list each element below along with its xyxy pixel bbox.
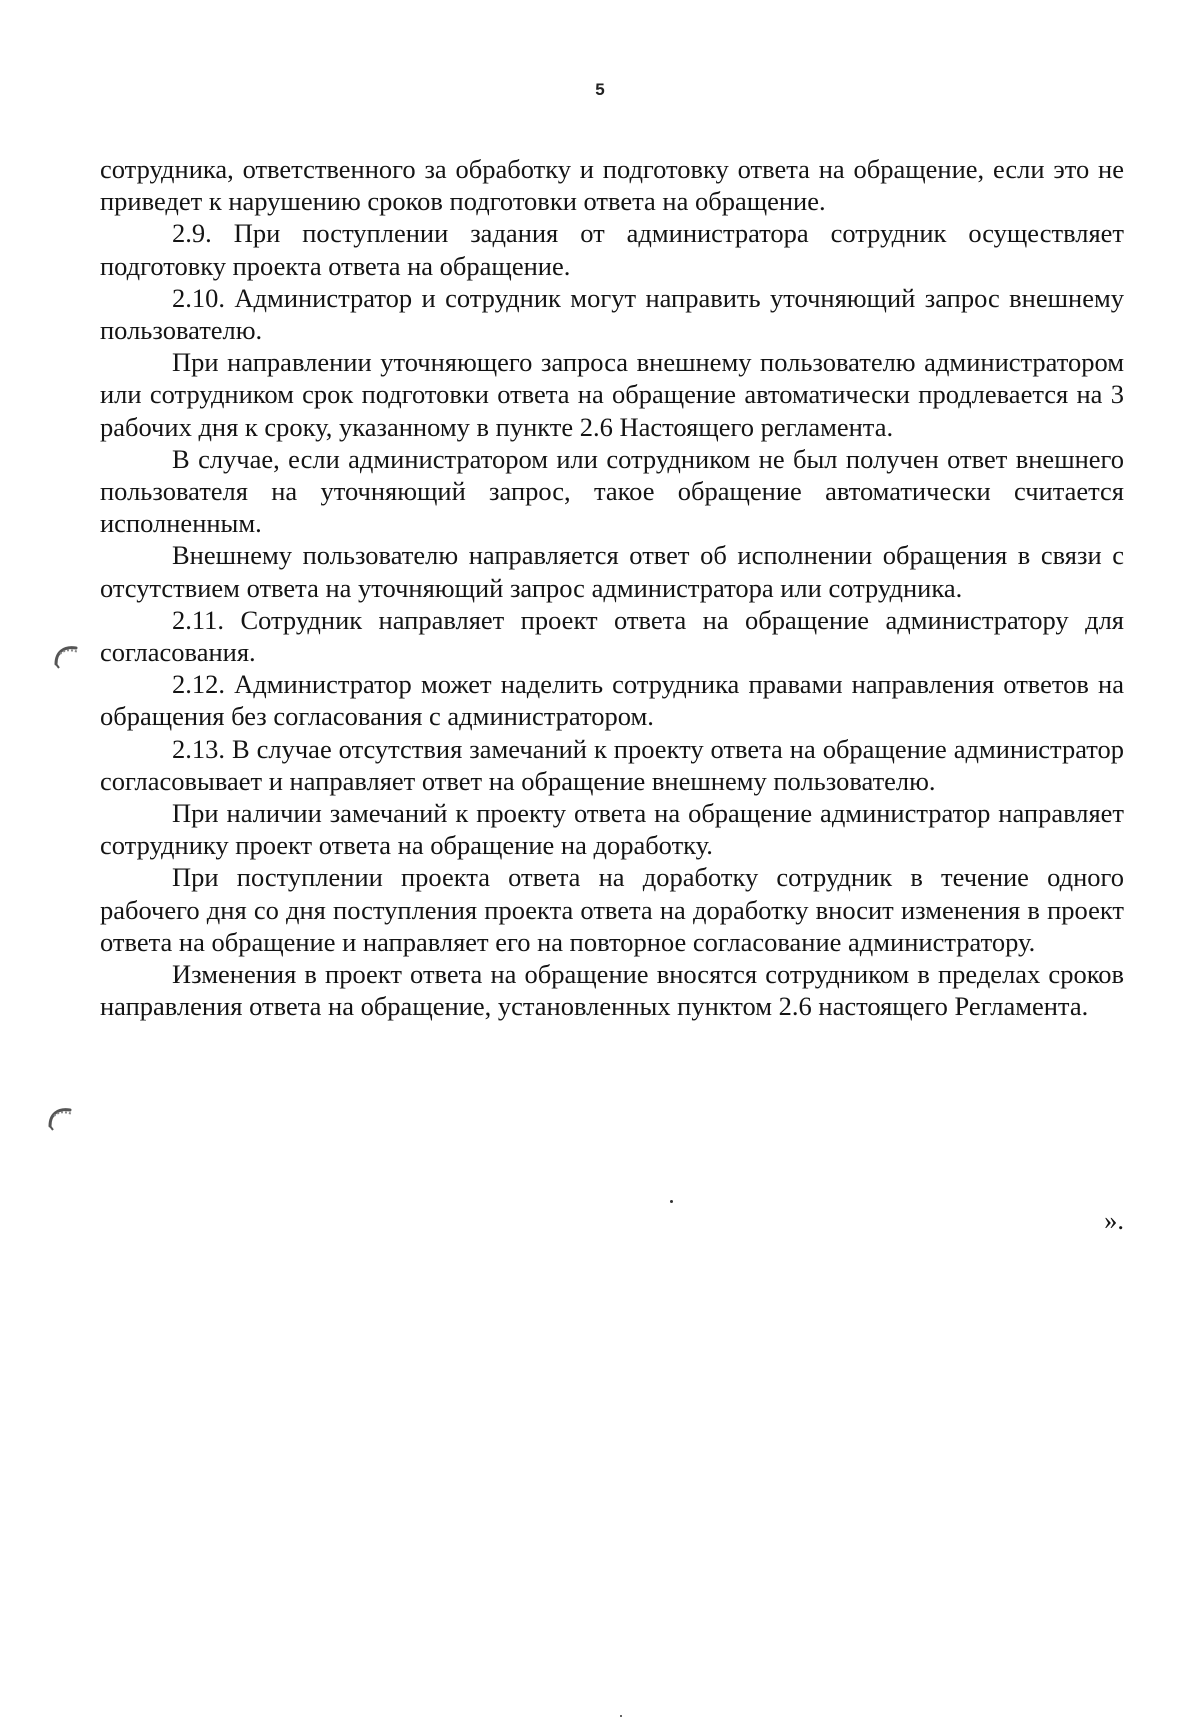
paragraph: При направлении уточняющего запроса внешнему пользователю администратором или сотрудником срок подготовки ответа на обращение автоматически продлевается на 3 рабочих дня к сроку, указанному в пункте 2.6 Настоящего регламента. — [100, 347, 1124, 442]
scan-speck — [670, 1200, 673, 1203]
paragraph: При поступлении проекта ответа на доработку сотрудник в течение одного рабочего дня со дня поступления проекта ответа на доработку вносит изменения в проект ответа на обращение и направляет его на повторное согласование администратору. — [100, 862, 1124, 957]
scan-speck — [620, 1715, 622, 1717]
closing-quote-mark: ». — [1104, 1205, 1124, 1235]
paragraph: При наличии замечаний к проекту ответа на обращение администратор направляет сотруднику проект ответа на обращение на доработку. — [100, 798, 1124, 861]
paragraph-2-11: 2.11. Сотрудник направляет проект ответа на обращение администратору для согласования. — [100, 604, 1124, 668]
paragraph: сотрудника, ответственного за обработку и подготовку ответа на обращение, если это не приведет к нарушению сроков подготовки ответа на обращение. — [100, 154, 1124, 217]
paragraph: Внешнему пользователю направляется ответ об исполнении обращения в связи с отсутствием ответа на уточняющий запрос администратора или сотрудника. — [100, 540, 1124, 603]
page-number: 5 — [595, 80, 605, 99]
paragraph: Изменения в проект ответа на обращение вносятся сотрудником в пределах сроков направления ответа на обращение, установленных пунктом 2.6 настоящего Регламента. — [100, 959, 1124, 1022]
paragraph: В случае, если администратором или сотрудником не был получен ответ внешнего пользователя на уточняющий запрос, такое обращение автоматически считается исполненным. — [100, 443, 1124, 539]
paragraph-2-9: 2.9. При поступлении задания от администратора сотрудник осуществляет подготовку проекта ответа на обращение. — [100, 218, 1124, 281]
paragraph-2-12: 2.12. Администратор может наделить сотрудника правами направления ответов на обращения без согласования с администратором. — [100, 669, 1124, 732]
binding-hole-icon — [50, 640, 84, 674]
binding-hole-icon — [44, 1102, 78, 1136]
paragraph-2-13: 2.13. В случае отсутствия замечаний к проекту ответа на обращение администратор согласовывает и направляет ответ на обращение внешнему пользователю. — [100, 733, 1124, 796]
document-body — [100, 153, 1124, 1022]
paragraph-2-10: 2.10. Администратор и сотрудник могут направить уточняющий запрос внешнему пользователю. — [100, 282, 1124, 346]
